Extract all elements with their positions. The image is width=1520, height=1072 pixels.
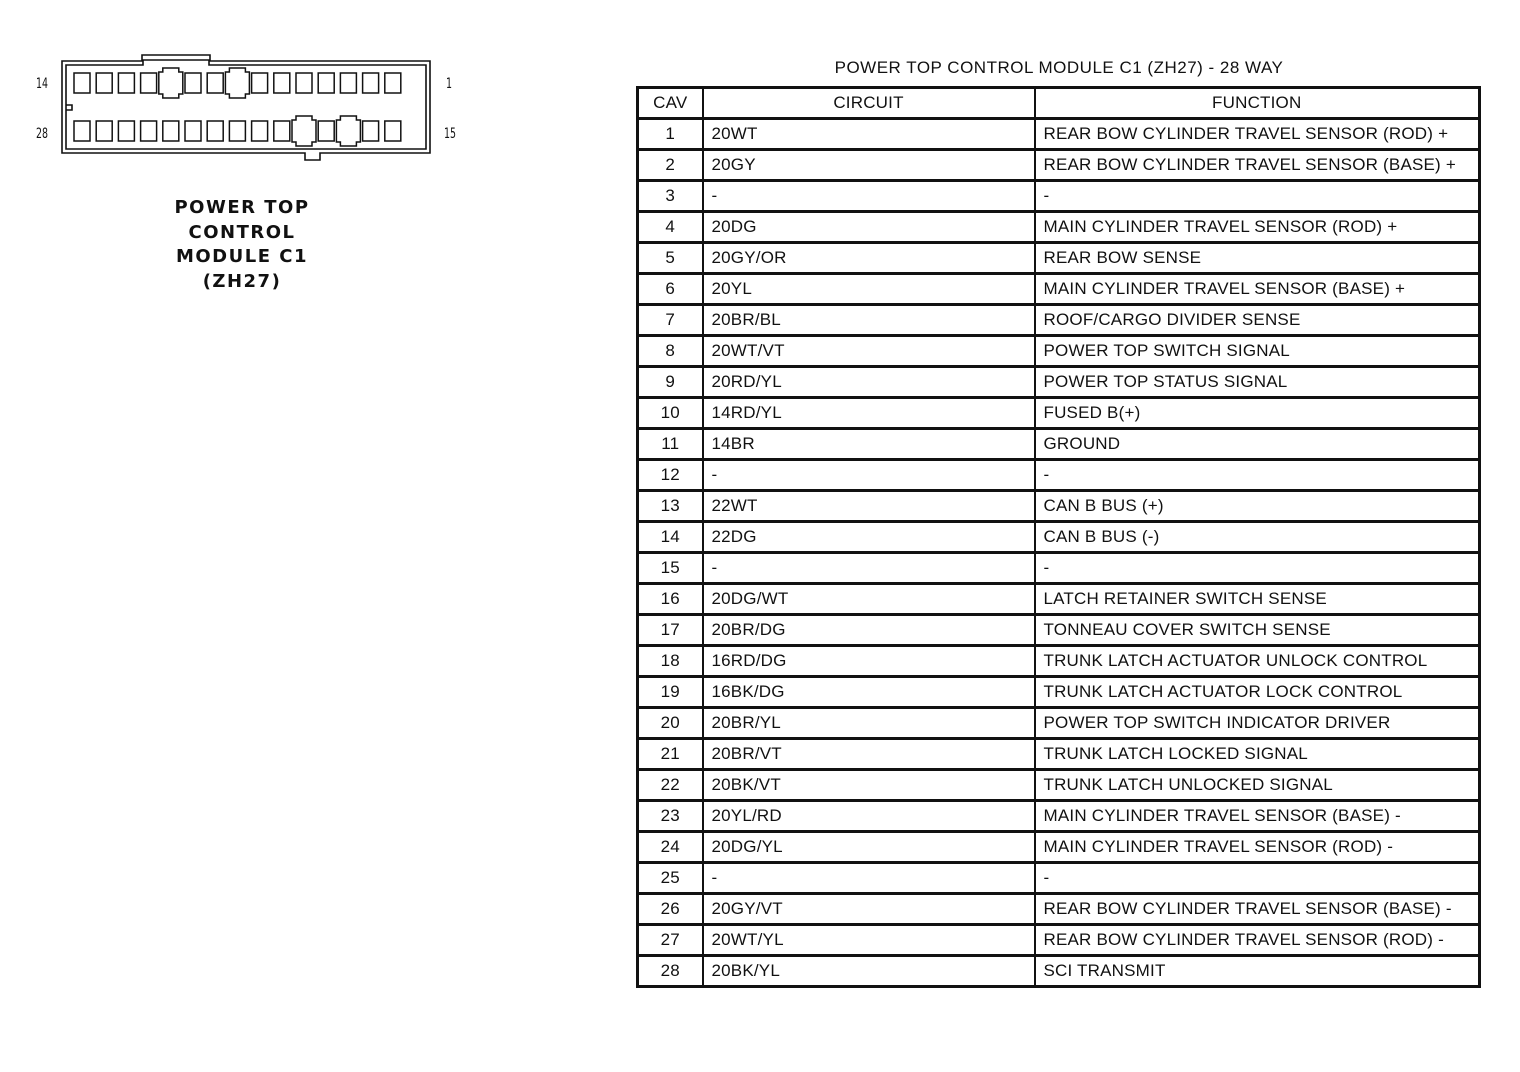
table-row (638, 212, 1480, 243)
cav-cell: 20 (638, 708, 703, 739)
table-row (638, 677, 1480, 708)
table-row (638, 336, 1480, 367)
function-cell: POWER TOP SWITCH SIGNAL (1035, 336, 1480, 367)
cav-cell: 4 (638, 212, 703, 243)
circuit-cell: 20BR/YL (703, 708, 1035, 739)
caption-line: POWER TOP (174, 197, 310, 218)
circuit-cell: 16BK/DG (703, 677, 1035, 708)
cav-cell: 3 (638, 181, 703, 212)
connector-cavity (118, 73, 134, 93)
cavity-grid (74, 68, 401, 146)
function-cell: CAN B BUS (+) (1035, 491, 1480, 522)
connector-cavity (185, 121, 201, 141)
cav-cell: 6 (638, 274, 703, 305)
cav-cell: 2 (638, 150, 703, 181)
connector-key-cavity (336, 116, 360, 146)
connector-cavity (118, 121, 134, 141)
connector-cavity (74, 73, 90, 93)
function-cell: - (1035, 553, 1480, 584)
circuit-cell: 20GY/VT (703, 894, 1035, 925)
connector-cavity (274, 73, 290, 93)
cav-cell: 5 (638, 243, 703, 274)
circuit-cell: 20GY/OR (703, 243, 1035, 274)
connector-side-notch (66, 105, 72, 110)
table-header-row (638, 88, 1480, 119)
function-cell: ROOF/CARGO DIVIDER SENSE (1035, 305, 1480, 336)
table-row (638, 832, 1480, 863)
table-row (638, 119, 1480, 150)
cav-cell: 12 (638, 460, 703, 491)
cav-cell: 21 (638, 739, 703, 770)
function-cell: TRUNK LATCH ACTUATOR LOCK CONTROL (1035, 677, 1480, 708)
cav-cell: 25 (638, 863, 703, 894)
circuit-cell: 20RD/YL (703, 367, 1035, 398)
function-cell: REAR BOW CYLINDER TRAVEL SENSOR (ROD) + (1035, 119, 1480, 150)
function-cell: SCI TRANSMIT (1035, 956, 1480, 987)
cav-cell: 13 (638, 491, 703, 522)
function-cell: - (1035, 460, 1480, 491)
pin-label-bottom-right: 15 (444, 126, 457, 142)
function-cell: - (1035, 863, 1480, 894)
table-row (638, 522, 1480, 553)
table-row (638, 894, 1480, 925)
connector-cavity (229, 121, 245, 141)
function-cell: MAIN CYLINDER TRAVEL SENSOR (BASE) + (1035, 274, 1480, 305)
table-row (638, 863, 1480, 894)
circuit-cell: 20GY (703, 150, 1035, 181)
function-cell: REAR BOW CYLINDER TRAVEL SENSOR (BASE) + (1035, 150, 1480, 181)
connector-outline (30, 50, 470, 170)
function-cell: POWER TOP SWITCH INDICATOR DRIVER (1035, 708, 1480, 739)
circuit-cell: 16RD/DG (703, 646, 1035, 677)
header-cav: CAV (638, 88, 703, 119)
table-row (638, 925, 1480, 956)
function-cell: - (1035, 181, 1480, 212)
cav-cell: 14 (638, 522, 703, 553)
table-row (638, 584, 1480, 615)
circuit-cell: 20YL/RD (703, 801, 1035, 832)
circuit-cell: 20WT/YL (703, 925, 1035, 956)
table-row (638, 491, 1480, 522)
function-cell: REAR BOW CYLINDER TRAVEL SENSOR (ROD) - (1035, 925, 1480, 956)
circuit-cell: 20BK/VT (703, 770, 1035, 801)
connector-cavity (363, 121, 379, 141)
cav-cell: 7 (638, 305, 703, 336)
connector-cavity (318, 73, 334, 93)
cav-cell: 1 (638, 119, 703, 150)
caption-line: MODULE C1 (175, 246, 309, 267)
circuit-cell: 22DG (703, 522, 1035, 553)
table-row (638, 770, 1480, 801)
connector-cavity (141, 121, 157, 141)
connector-key-cavity (292, 116, 316, 146)
header-function: FUNCTION (1035, 88, 1480, 119)
function-cell: LATCH RETAINER SWITCH SENSE (1035, 584, 1480, 615)
table-row (638, 956, 1480, 987)
cav-cell: 23 (638, 801, 703, 832)
table-row (638, 460, 1480, 491)
caption-line: CONTROL (188, 221, 296, 243)
table-row (638, 181, 1480, 212)
circuit-cell: - (703, 181, 1035, 212)
function-cell: REAR BOW SENSE (1035, 243, 1480, 274)
connector-cavity (318, 121, 334, 141)
connector-cavity (252, 73, 268, 93)
cav-cell: 10 (638, 398, 703, 429)
cav-cell: 19 (638, 677, 703, 708)
connector-cavity (296, 73, 312, 93)
connector-cavity (252, 121, 268, 141)
connector-cavity (274, 121, 290, 141)
circuit-cell: - (703, 553, 1035, 584)
connector-cavity (385, 121, 401, 141)
circuit-cell: 20WT (703, 119, 1035, 150)
cav-cell: 22 (638, 770, 703, 801)
cav-cell: 17 (638, 615, 703, 646)
cav-cell: 24 (638, 832, 703, 863)
connector-cavity (363, 73, 379, 93)
connector-cavity (385, 73, 401, 93)
table-row (638, 243, 1480, 274)
connector-cavity (207, 73, 223, 93)
table-row (638, 305, 1480, 336)
cav-cell: 28 (638, 956, 703, 987)
function-cell: TRUNK LATCH ACTUATOR UNLOCK CONTROL (1035, 646, 1480, 677)
table-row (638, 801, 1480, 832)
circuit-cell: - (703, 863, 1035, 894)
function-cell: FUSED B(+) (1035, 398, 1480, 429)
cav-cell: 15 (638, 553, 703, 584)
function-cell: MAIN CYLINDER TRAVEL SENSOR (ROD) + (1035, 212, 1480, 243)
function-cell: TRUNK LATCH LOCKED SIGNAL (1035, 739, 1480, 770)
circuit-cell: 14BR (703, 429, 1035, 460)
pin-label-top-left: 14 (36, 76, 49, 92)
table-row (638, 429, 1480, 460)
cav-cell: 18 (638, 646, 703, 677)
circuit-cell: 20DG/YL (703, 832, 1035, 863)
circuit-cell: 20DG (703, 212, 1035, 243)
circuit-cell: 20BR/BL (703, 305, 1035, 336)
connector-cavity (96, 73, 112, 93)
table-row (638, 398, 1480, 429)
table-title: POWER TOP CONTROL MODULE C1 (ZH27) - 28 WAY (834, 58, 1284, 77)
table-body (638, 119, 1480, 987)
table-row (638, 646, 1480, 677)
caption-line: (ZH27) (202, 270, 282, 292)
circuit-cell: 20DG/WT (703, 584, 1035, 615)
circuit-cell: 20BR/DG (703, 615, 1035, 646)
connector-cavity (141, 73, 157, 93)
connector-key-cavity (225, 68, 249, 98)
function-cell: CAN B BUS (-) (1035, 522, 1480, 553)
table-row (638, 615, 1480, 646)
pinout-table (636, 86, 1481, 988)
circuit-cell: - (703, 460, 1035, 491)
function-cell: TRUNK LATCH UNLOCKED SIGNAL (1035, 770, 1480, 801)
connector-cavity (207, 121, 223, 141)
table-row (638, 708, 1480, 739)
table-row (638, 274, 1480, 305)
connector-diagram (30, 50, 470, 170)
table-row (638, 553, 1480, 584)
circuit-cell: 22WT (703, 491, 1035, 522)
pin-label-top-right: 1 (446, 76, 453, 92)
circuit-cell: 20BR/VT (703, 739, 1035, 770)
function-cell: MAIN CYLINDER TRAVEL SENSOR (ROD) - (1035, 832, 1480, 863)
cav-cell: 8 (638, 336, 703, 367)
header-circuit: CIRCUIT (703, 88, 1035, 119)
cav-cell: 11 (638, 429, 703, 460)
table-row (638, 150, 1480, 181)
connector-key-cavity (159, 68, 183, 98)
circuit-cell: 20WT/VT (703, 336, 1035, 367)
connector-cavity (185, 73, 201, 93)
circuit-cell: 20YL (703, 274, 1035, 305)
connector-cavity (340, 73, 356, 93)
function-cell: REAR BOW CYLINDER TRAVEL SENSOR (BASE) - (1035, 894, 1480, 925)
cav-cell: 26 (638, 894, 703, 925)
connector-cavity (96, 121, 112, 141)
cav-cell: 16 (638, 584, 703, 615)
cav-cell: 27 (638, 925, 703, 956)
pin-label-bottom-left: 28 (36, 126, 49, 142)
table-row (638, 739, 1480, 770)
table-row (638, 367, 1480, 398)
function-cell: MAIN CYLINDER TRAVEL SENSOR (BASE) - (1035, 801, 1480, 832)
connector-cavity (163, 121, 179, 141)
function-cell: GROUND (1035, 429, 1480, 460)
function-cell: POWER TOP STATUS SIGNAL (1035, 367, 1480, 398)
connector-cavity (74, 121, 90, 141)
circuit-cell: 20BK/YL (703, 956, 1035, 987)
circuit-cell: 14RD/YL (703, 398, 1035, 429)
function-cell: TONNEAU COVER SWITCH SENSE (1035, 615, 1480, 646)
cav-cell: 9 (638, 367, 703, 398)
connector-caption (160, 196, 324, 294)
